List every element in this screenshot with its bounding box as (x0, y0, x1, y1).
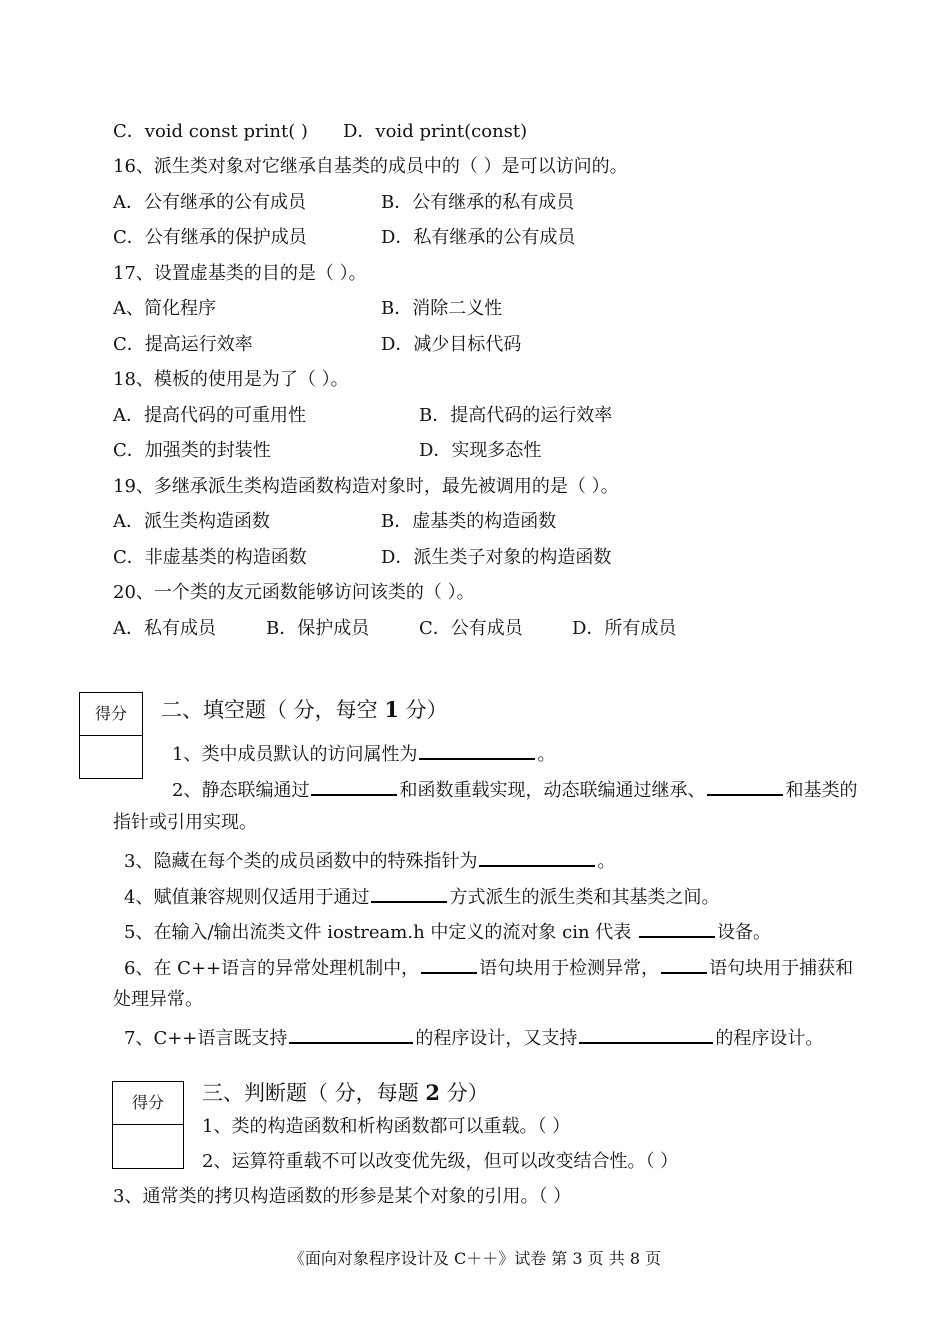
fill-q1 (172, 740, 555, 766)
fill-q7-blank-1[interactable] (289, 1024, 413, 1044)
section3-title-pre: 三、判断题（ 分，每题 (202, 1081, 426, 1105)
section2-score-label: 得分 (80, 693, 142, 736)
q20-option-d: D．所有成员 (572, 618, 677, 639)
q15-option-d: D．void print(const) (343, 121, 528, 142)
q18-option-b: B．提高代码的运行效率 (419, 405, 613, 426)
q15-option-c: C．void const print( ) (113, 121, 308, 142)
fill-q6-text: 6、在 C++语言的异常处理机制中， (124, 958, 420, 979)
fill-q7-text: 7、C++语言既支持 (124, 1028, 288, 1049)
q17-stem: 17、设置虚基类的目的是（ ）。 (113, 263, 367, 284)
fill-q1-text: 1、类中成员默认的访问属性为 (172, 744, 418, 765)
q19-option-d: D．派生类子对象的构造函数 (381, 547, 612, 568)
fill-q2-end: 和基类的 (785, 780, 858, 801)
q16-stem: 16、派生类对象对它继承自基类的成员中的（ ）是可以访问的。 (113, 156, 628, 177)
fill-q2-text: 2、静态联编通过 (172, 780, 310, 801)
q18-option-c: C．加强类的封装性 (113, 440, 271, 461)
fill-q1-blank[interactable] (419, 740, 535, 760)
fill-q4-blank[interactable] (371, 883, 447, 903)
fill-q6-end: 语句块用于捕获和 (709, 958, 854, 979)
judge-q2: 2、运算符重载不可以改变优先级，但可以改变结合性。（ ） (202, 1151, 679, 1172)
fill-q3-text: 3、隐藏在每个类的成员函数中的特殊指针为 (124, 851, 478, 872)
fill-q4 (124, 883, 719, 909)
q17-option-b: B．消除二义性 (381, 298, 503, 319)
q20-option-c: C．公有成员 (419, 618, 523, 639)
fill-q7 (124, 1024, 823, 1050)
section3-title-num: 2 (425, 1080, 440, 1105)
fill-q4-text: 4、赋值兼容规则仅适用于通过 (124, 887, 370, 908)
fill-q6-mid: 语句块用于检测异常， (479, 958, 660, 979)
fill-q2 (172, 776, 857, 802)
q17-option-a: A、简化程序 (113, 298, 216, 319)
q18-option-d: D．实现多态性 (419, 440, 542, 461)
fill-q1-end: 。 (537, 744, 556, 765)
section2-title (161, 697, 448, 723)
q20-option-a: A．私有成员 (113, 618, 216, 639)
fill-q3-end: 。 (597, 851, 616, 872)
q19-stem: 19、多继承派生类构造函数构造对象时，最先被调用的是（ ）。 (113, 476, 619, 497)
q16-option-b: B．公有继承的私有成员 (381, 192, 575, 213)
q19-option-a: A．派生类构造函数 (113, 511, 270, 532)
fill-q2-cont: 指针或引用实现。 (113, 812, 257, 833)
section3-score-box (112, 1081, 184, 1169)
q17-option-d: D．减少目标代码 (381, 334, 522, 355)
section3-score-label: 得分 (113, 1082, 183, 1125)
q16-option-a: A．公有继承的公有成员 (113, 192, 306, 213)
section2-score-box (79, 692, 143, 779)
fill-q6 (124, 954, 853, 980)
fill-q6-blank-2[interactable] (661, 954, 707, 974)
q20-option-b: B．保护成员 (266, 618, 370, 639)
judge-q3: 3、通常类的拷贝构造函数的形参是某个对象的引用。（ ） (113, 1186, 572, 1207)
fill-q3-blank[interactable] (479, 847, 595, 867)
q16-option-d: D．私有继承的公有成员 (381, 227, 576, 248)
section2-title-post: 分） (398, 698, 448, 722)
section2-title-num: 1 (384, 697, 399, 722)
fill-q3 (124, 847, 615, 873)
q18-option-a: A．提高代码的可重用性 (113, 405, 306, 426)
judge-q1: 1、类的构造函数和析构函数都可以重载。（ ） (202, 1116, 571, 1137)
fill-q7-mid: 的程序设计，又支持 (415, 1028, 578, 1049)
fill-q2-blank-1[interactable] (311, 776, 397, 796)
fill-q2-blank-2[interactable] (707, 776, 783, 796)
fill-q5-blank[interactable] (639, 918, 715, 938)
q16-option-c: C．公有继承的保护成员 (113, 227, 307, 248)
fill-q6-cont: 处理异常。 (113, 989, 203, 1010)
q19-option-c: C．非虚基类的构造函数 (113, 547, 307, 568)
q20-stem: 20、一个类的友元函数能够访问该类的（ ）。 (113, 582, 475, 603)
section3-title-post: 分） (439, 1081, 489, 1105)
q19-option-b: B．虚基类的构造函数 (381, 511, 557, 532)
q17-option-c: C．提高运行效率 (113, 334, 253, 355)
fill-q5 (124, 918, 771, 944)
q18-stem: 18、模板的使用是为了（ ）。 (113, 369, 349, 390)
fill-q7-blank-2[interactable] (579, 1024, 713, 1044)
fill-q7-end: 的程序设计。 (715, 1028, 824, 1049)
fill-q6-blank-1[interactable] (421, 954, 477, 974)
page-footer: 《面向对象程序设计及 C＋＋》试卷 第 3 页 共 8 页 (288, 1249, 662, 1268)
section2-title-pre: 二、填空题（ 分，每空 (161, 698, 385, 722)
fill-q5-end: 设备。 (717, 922, 772, 943)
fill-q2-mid: 和函数重载实现，动态联编通过继承、 (399, 780, 706, 801)
section3-title (202, 1080, 489, 1106)
fill-q5-text: 5、在输入/输出流类文件 iostream.h 中定义的流对象 cin 代表 (124, 922, 632, 943)
fill-q4-end: 方式派生的派生类和其基类之间。 (449, 887, 720, 908)
